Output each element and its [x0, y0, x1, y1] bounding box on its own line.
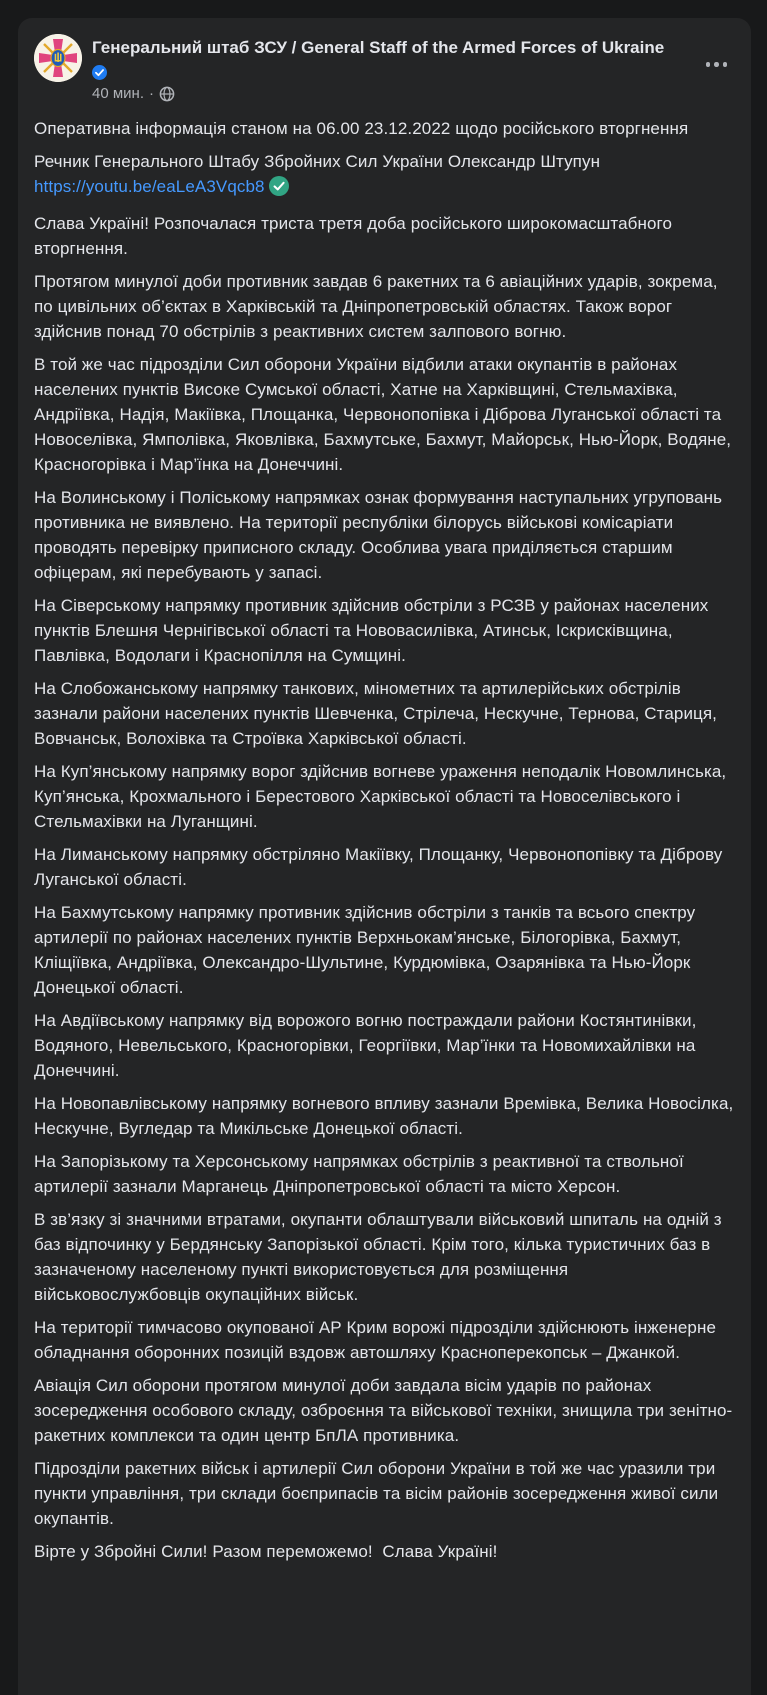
paragraph-text: Підрозділи ракетних військ і артилерії Сил оборони України в той же час уразили три пункти управління, три склади боєприпасів та вісім районів зосередження живої сили окупантів.	[34, 1459, 724, 1528]
post-paragraph	[34, 269, 735, 344]
general-staff-emblem-icon	[34, 34, 82, 82]
timestamp[interactable]: 40 мин.	[92, 85, 144, 102]
paragraph-text: В той же час підрозділи Сил оборони України відбили атаки окупантів в районах населених пунктів Високе Сумської області, Хатне на Харківщині, Стельмахівка, Андріївка, Надія, Макіївка, Площанка, Червонопопівка і Діброва Луганської області та Новоселівка, Ямполівка, Яковлівка, Бахмутське, Бахмут, Майорськ, Нью-Йорк, Водяне, Красногорівка і Мар’їнка на Донеччині.	[34, 355, 736, 474]
post-paragraph	[34, 1008, 735, 1083]
post-paragraph	[34, 211, 735, 261]
post-header-info	[92, 34, 664, 103]
paragraph-text: На Бахмутському напрямку противник здійснив обстріли з танків та всього спектру артилерії по районах населених пунктів Верхньокам’янське, Білогорівка, Бахмут, Кліщіївка, Андріївка, Олександро-Шультине, Курдюмівка, Озарянівка та Нью-Йорк Донецької області.	[34, 903, 701, 997]
meta-separator: ·	[149, 85, 154, 102]
post-paragraph	[34, 1539, 735, 1564]
post-paragraph	[34, 352, 735, 477]
youtube-link[interactable]: https://youtu.be/eaLeA3Vqcb8	[34, 177, 265, 196]
post-paragraph	[34, 1315, 735, 1365]
avatar[interactable]	[34, 34, 82, 82]
post-paragraph	[34, 116, 735, 141]
paragraph-text: На Авдіївському напрямку від ворожого вогню постраждали райони Костянтинівки, Водяного, Невельського, Красногорівки, Георгіївки, Мар’їнки та Новомихайлівки на Донеччині.	[34, 1011, 702, 1080]
paragraph-text: На Новопавлівському напрямку вогневого впливу зазнали Времівка, Велика Новосілка, Нескучне, Вугледар та Микільське Донецької області.	[34, 1094, 739, 1138]
dot-icon	[714, 62, 719, 67]
post-paragraph	[34, 759, 735, 834]
post-text	[34, 116, 739, 1564]
paragraph-text: На території тимчасово окупованої АР Крим ворожі підрозділи здійснюють інженерне обладнання оборонних позицій вздовж автошляху Красноперекопськ – Джанкой.	[34, 1318, 721, 1362]
paragraph-text: Протягом минулої доби противник завдав 6 ракетних та 6 авіаційних ударів, зокрема, по цивільних об’єктах в Харківській та Дніпропетровській областях. Також ворог здійснив понад 70 обстрілів з реактивних систем залпового вогню.	[34, 272, 723, 341]
dot-icon	[723, 62, 728, 67]
more-options-button[interactable]	[700, 54, 734, 75]
page-name-link[interactable]: Генеральний штаб ЗСУ / General Staff of the Armed Forces of Ukraine	[92, 38, 665, 57]
paragraph-text: На Волинському і Поліському напрямках ознак формування наступальних угруповань противника не виявлено. На території республіки білорусь військові комісаріати проводять перевірку приписного складу. Особлива увага приділяється старшим офіцерам, які перебувають у запасі.	[34, 488, 727, 582]
paragraph-text: В зв’язку зі значними втратами, окупанти облаштували військовий шпиталь на одній з баз відпочинку у Бердянську Запорізької області. Крім того, кілька туристичних баз в зазначеному населеному пункті використовується для розміщення військовослужбовців окупаційних військ.	[34, 1210, 727, 1304]
paragraph-text: Слава Україні! Розпочалася триста третя доба російського широкомасштабного вторгнення.	[34, 214, 677, 258]
post-paragraph	[34, 485, 735, 585]
post-paragraph	[34, 1373, 735, 1448]
post-paragraph	[34, 1207, 735, 1307]
dot-icon	[706, 62, 711, 67]
paragraph-text: На Лиманському напрямку обстріляно Макіївку, Площанку, Червонопопівку та Діброву Луганської області.	[34, 845, 728, 889]
paragraph-text: Авіація Сил оборони протягом минулої доби завдала вісім ударів по районах зосередження особового складу, озброєння та військової техніки, знищила три зенітно-ракетних комплекси та один центр БпЛА противника.	[34, 1376, 733, 1445]
post-paragraph	[34, 1149, 735, 1199]
post-header	[34, 34, 735, 103]
post-paragraph	[34, 842, 735, 892]
verified-badge	[92, 64, 664, 80]
paragraph-text: На Куп’янському напрямку ворог здійснив вогневе ураження неподалік Новомлинська, Куп’янська, Крохмального і Берестового Харківської області та Новоселівського і Стельмахівки на Луганщині.	[34, 762, 732, 831]
post-meta	[92, 85, 664, 103]
paragraph-text: На Сіверському напрямку противник здійснив обстріли з РСЗВ у районах населених пунктів Блешня Чернігівської області та Нововасилівка, Атинськ, Іскрисківщина, Павлівка, Водолаги і Краснопілля на Сумщині.	[34, 596, 714, 665]
white-check-mark-icon	[269, 176, 289, 203]
paragraph-text: На Слобожанському напрямку танкових, мінометних та артилерійських обстрілів зазнали райони населених пунктів Шевченка, Стрілеча, Нескучне, Тернова, Стариця, Вовчанськ, Волохівка та Строївка Харківської області.	[34, 679, 722, 748]
post-paragraph	[34, 900, 735, 1000]
paragraph-text: Оперативна інформація станом на 06.00 23.12.2022 щодо російського вторгнення	[34, 119, 689, 138]
post-paragraph	[34, 1456, 735, 1531]
post-paragraph	[34, 676, 735, 751]
post-paragraph	[34, 593, 735, 668]
post-paragraph	[34, 1091, 739, 1141]
paragraph-text: Речник Генерального Штабу Збройних Сил України Олександр Штупун	[34, 152, 601, 171]
post-paragraph	[34, 149, 735, 203]
verified-check-icon	[92, 65, 107, 80]
globe-public-icon	[159, 86, 175, 102]
paragraph-text: На Запорізькому та Херсонському напрямках обстрілів з реактивної та ствольної артилерії зазнали Марганець Дніпропетровської області та місто Херсон.	[34, 1152, 689, 1196]
post-card	[18, 18, 751, 1695]
paragraph-text: Вірте у Збройні Сили! Разом переможемо! Слава Україні!	[34, 1542, 498, 1561]
